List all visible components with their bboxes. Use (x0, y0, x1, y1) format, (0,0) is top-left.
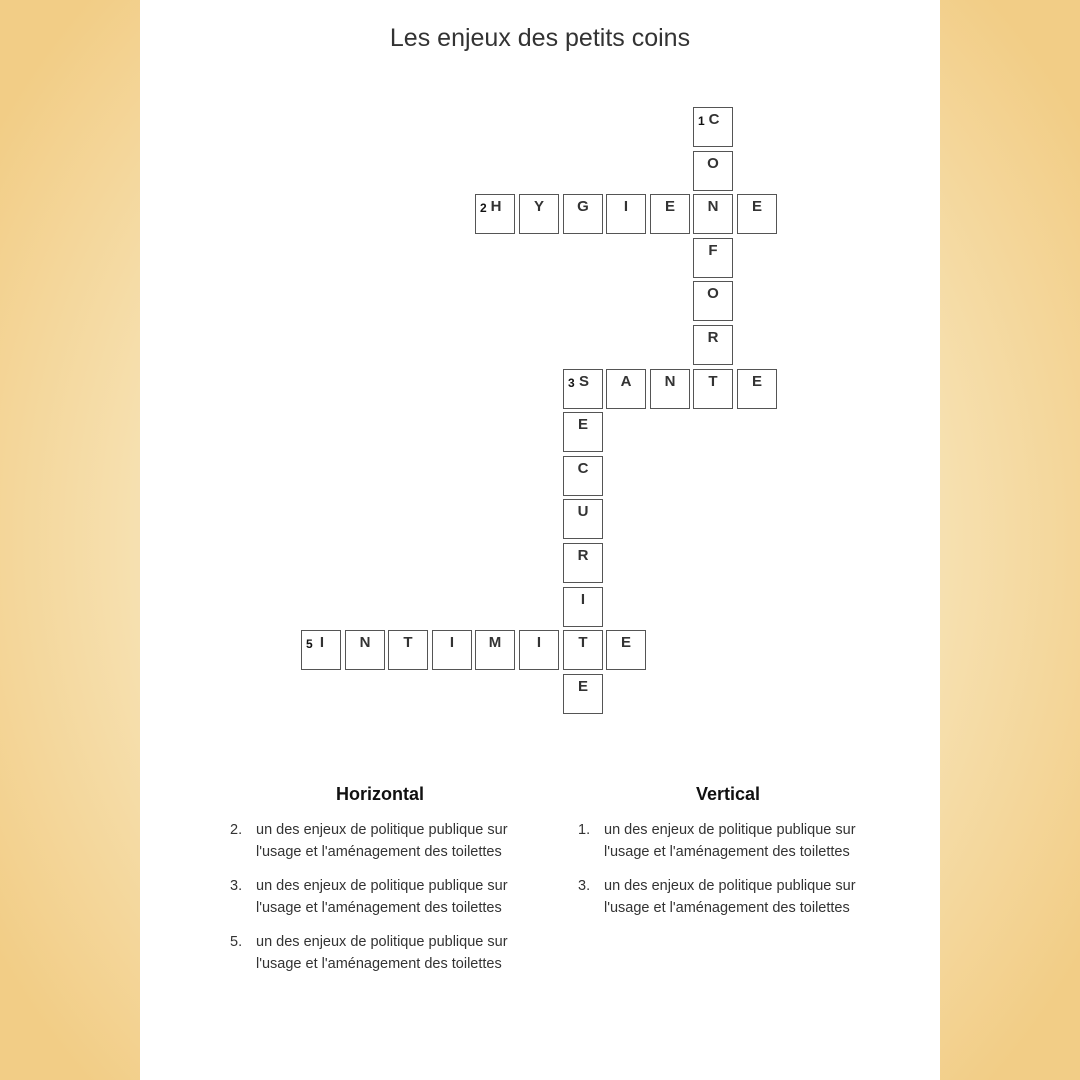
crossword-grid (140, 0, 940, 740)
horizontal-clues (230, 784, 530, 987)
cell-letter: T (578, 634, 588, 651)
page-title: Les enjeux des petits coins (389, 24, 691, 52)
grid-cell[interactable] (650, 194, 690, 234)
grid-cell[interactable] (606, 630, 646, 670)
cell-letter: O (707, 285, 719, 302)
grid-cell[interactable] (519, 194, 559, 234)
grid-cell[interactable] (693, 238, 733, 278)
grid-cell[interactable] (650, 369, 690, 409)
clue-number: 3. (230, 878, 243, 894)
grid-cell[interactable] (563, 543, 603, 583)
cell-letter: C (708, 111, 720, 128)
grid-cell[interactable] (563, 630, 603, 670)
grid-cell[interactable] (563, 369, 603, 409)
grid-cell[interactable] (563, 674, 603, 714)
grid-cell[interactable] (693, 194, 733, 234)
cell-letter: E (664, 198, 675, 215)
cell-letter: E (751, 373, 762, 390)
cell-letter: S (578, 373, 589, 390)
grid-cell[interactable] (301, 630, 341, 670)
cell-letter: I (449, 634, 455, 651)
cell-letter: M (488, 634, 502, 651)
grid-cell[interactable] (693, 281, 733, 321)
clue-number-label: 1 (698, 114, 705, 128)
grid-cell[interactable] (563, 499, 603, 539)
clue-text: un des enjeux de politique publique sur l'usage et l'aménagement des toilettes (604, 878, 856, 916)
cell-letter: F (708, 242, 718, 259)
clue-number: 2. (230, 822, 243, 838)
grid-cell[interactable] (606, 194, 646, 234)
cell-letter: A (620, 373, 632, 390)
cell-letter: I (580, 591, 586, 608)
worksheet (140, 0, 940, 1080)
clue-number: 1. (578, 822, 591, 838)
grid-cell[interactable] (519, 630, 559, 670)
cell-letter: O (707, 155, 719, 172)
clue-text: un des enjeux de politique publique sur l'usage et l'aménagement des toilettes (256, 878, 508, 916)
vertical-heading: Vertical (695, 784, 761, 804)
cell-letter: I (623, 198, 629, 215)
grid-cell[interactable] (693, 151, 733, 191)
cell-letter: Y (533, 198, 544, 215)
grid-cell[interactable] (737, 194, 777, 234)
cell-letter: T (708, 373, 718, 390)
grid-cell[interactable] (475, 194, 515, 234)
cell-letter: N (707, 198, 719, 215)
clue-number-label: 2 (480, 201, 487, 215)
vertical-clues (578, 784, 878, 931)
cell-letter: E (620, 634, 631, 651)
cell-letter: C (577, 460, 589, 477)
cell-letter: E (751, 198, 762, 215)
cell-letter: I (536, 634, 542, 651)
clue-item (578, 819, 864, 863)
cell-letter: E (577, 678, 588, 695)
grid-cell[interactable] (693, 107, 733, 147)
clue-number: 5. (230, 934, 243, 950)
cell-letter: I (319, 634, 325, 651)
cell-letter: R (577, 547, 589, 564)
cell-letter: N (664, 373, 676, 390)
grid-cell[interactable] (475, 630, 515, 670)
cell-letter: T (403, 634, 413, 651)
grid-cell[interactable] (388, 630, 428, 670)
grid-cell[interactable] (345, 630, 385, 670)
horizontal-heading: Horizontal (336, 784, 424, 804)
grid-cell[interactable] (563, 456, 603, 496)
grid-cell[interactable] (563, 587, 603, 627)
clue-text: un des enjeux de politique publique sur l'usage et l'aménagement des toilettes (256, 934, 508, 972)
cell-letter: H (490, 198, 502, 215)
grid-cell[interactable] (737, 369, 777, 409)
clue-number-label: 5 (306, 637, 313, 651)
cell-letter: R (707, 329, 719, 346)
clue-item (230, 819, 516, 863)
cell-letter: E (577, 416, 588, 433)
clue-number-label: 3 (568, 376, 575, 390)
cell-letter: G (577, 198, 589, 215)
clue-number: 3. (578, 878, 591, 894)
grid-cell[interactable] (432, 630, 472, 670)
grid-cell[interactable] (563, 412, 603, 452)
grid-cell[interactable] (606, 369, 646, 409)
clue-item (578, 875, 864, 919)
clue-text: un des enjeux de politique publique sur l'usage et l'aménagement des toilettes (604, 822, 856, 860)
cell-letter: N (359, 634, 371, 651)
clue-item (230, 931, 516, 975)
cell-letter: U (577, 503, 589, 520)
grid-cell[interactable] (693, 325, 733, 365)
grid-cell[interactable] (563, 194, 603, 234)
clue-text: un des enjeux de politique publique sur l'usage et l'aménagement des toilettes (256, 822, 508, 860)
grid-cell[interactable] (693, 369, 733, 409)
clue-item (230, 875, 516, 919)
